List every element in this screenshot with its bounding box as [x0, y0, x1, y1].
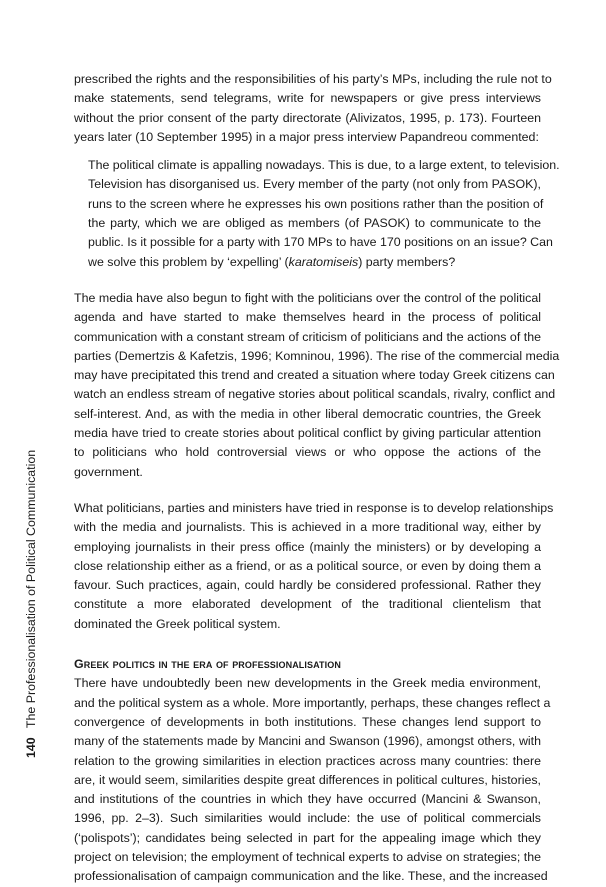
text-line: project on television; the employment of technical experts to advise on strategies; the	[74, 849, 541, 864]
text-line: with the media and journalists. This is achieved in a more traditional way, either by	[74, 520, 541, 535]
text-line: are, it would seem, similarities despite great differences in political cultures, histories,	[74, 772, 541, 787]
text-line: professionalisation of campaign communication and the like. These, and the increased	[74, 869, 548, 884]
paragraph-section	[74, 674, 551, 886]
page-body	[74, 70, 560, 887]
text-line: media have tried to create stories about political conflict by giving particular attention	[74, 426, 541, 441]
text-line: What politicians, parties and ministers have tried in response is to develop relationships	[74, 500, 554, 515]
text-line: self-interest. And, as with the media in other liberal democratic countries, the Greek	[74, 406, 541, 421]
text-line: the party, which we are obliged as members (of PASOK) to communicate to the	[88, 216, 541, 231]
text-line: make statements, send telegrams, write for newspapers or give press interviews	[74, 91, 541, 106]
running-head-title: The Professionalisation of Political Communication	[24, 449, 38, 729]
quote-text: ) party members?	[358, 254, 456, 269]
text-line: constitute a more elaborated development of the traditional clientelism that	[74, 597, 541, 612]
text-line: agenda and have started to make themselves heard in the process of political	[74, 310, 541, 325]
running-head	[24, 450, 38, 758]
text-line: favour. Such practices, again, could hardly be considered professional. Rather they	[74, 578, 541, 593]
section-heading: Greek politics in the era of professionalisation	[74, 657, 341, 672]
page-number: 140	[24, 737, 38, 758]
text-line: government.	[74, 464, 143, 479]
text-line: employing journalists in their press office (mainly the ministers) or by developing a	[74, 539, 541, 554]
text-line: and the political system as a whole. More importantly, perhaps, these changes reflect a	[74, 695, 551, 710]
text-line: The media have also begun to fight with the politicians over the control of the political	[74, 290, 541, 305]
italic-term: karatomiseis	[288, 254, 359, 269]
text-line: communication with a constant stream of criticism of politicians and the actions of the	[74, 329, 541, 344]
block-quote	[88, 156, 560, 272]
text-line: relation to the growing similarities in election practices across many countries: there	[74, 753, 541, 768]
text-line: may have precipitated this trend and created a situation where today Greek citizens can	[74, 368, 555, 383]
text-line: dominated the Greek political system.	[74, 616, 281, 631]
text-line: to politicians who hold controversial views or who oppose the actions of the	[74, 445, 541, 460]
text-line: without the prior consent of the party directorate (Alivizatos, 1995, p. 173). Fourteen	[74, 110, 541, 125]
text-line: and institutions of the countries in which they have occurred (Mancini & Swanson,	[74, 792, 541, 807]
text-line: many of the statements made by Mancini and Swanson (1996), amongst others, with	[74, 734, 541, 749]
text-line: runs to the screen where he expresses his own positions rather than the position of	[88, 196, 544, 211]
text-line: (‘polispots’); candidates being selected in part for the appealing image which they	[74, 830, 541, 845]
quote-text: we solve this problem by ‘expelling’ (	[88, 254, 289, 269]
text-line: close relationship either as a friend, or as a political source, or even by doing them a	[74, 558, 541, 573]
text-line	[88, 253, 541, 272]
text-line: years later (10 September 1995) in a major press interview Papandreou commented:	[74, 129, 539, 144]
text-line: watch an endless stream of negative stories about political scandals, rivalry, conflict and	[74, 387, 556, 402]
text-line: public. Is it possible for a party with 170 MPs to have 170 positions on an issue? Can	[88, 235, 553, 250]
paragraph-intro	[74, 70, 552, 147]
text-line: prescribed the rights and the responsibilities of his party’s MPs, including the rule not to	[74, 72, 552, 86]
text-line: The political climate is appalling nowadays. This is due, to a large extent, to television.	[88, 158, 560, 173]
text-line: There have undoubtedly been new developments in the Greek media environment,	[74, 676, 541, 691]
text-line: parties (Demertzis & Kafetzis, 1996; Komninou, 1996). The rise of the commercial media	[74, 348, 560, 363]
text-line: 1996, pp. 2–3). Such similarities would include: the use of political commercials	[74, 811, 541, 826]
text-line: convergence of developments in both institutions. These changes lend support to	[74, 714, 541, 729]
text-line: Television has disorganised us. Every member of the party (not only from PASOK),	[88, 177, 541, 192]
paragraph-politicians	[74, 499, 554, 634]
paragraph-media	[74, 289, 560, 482]
